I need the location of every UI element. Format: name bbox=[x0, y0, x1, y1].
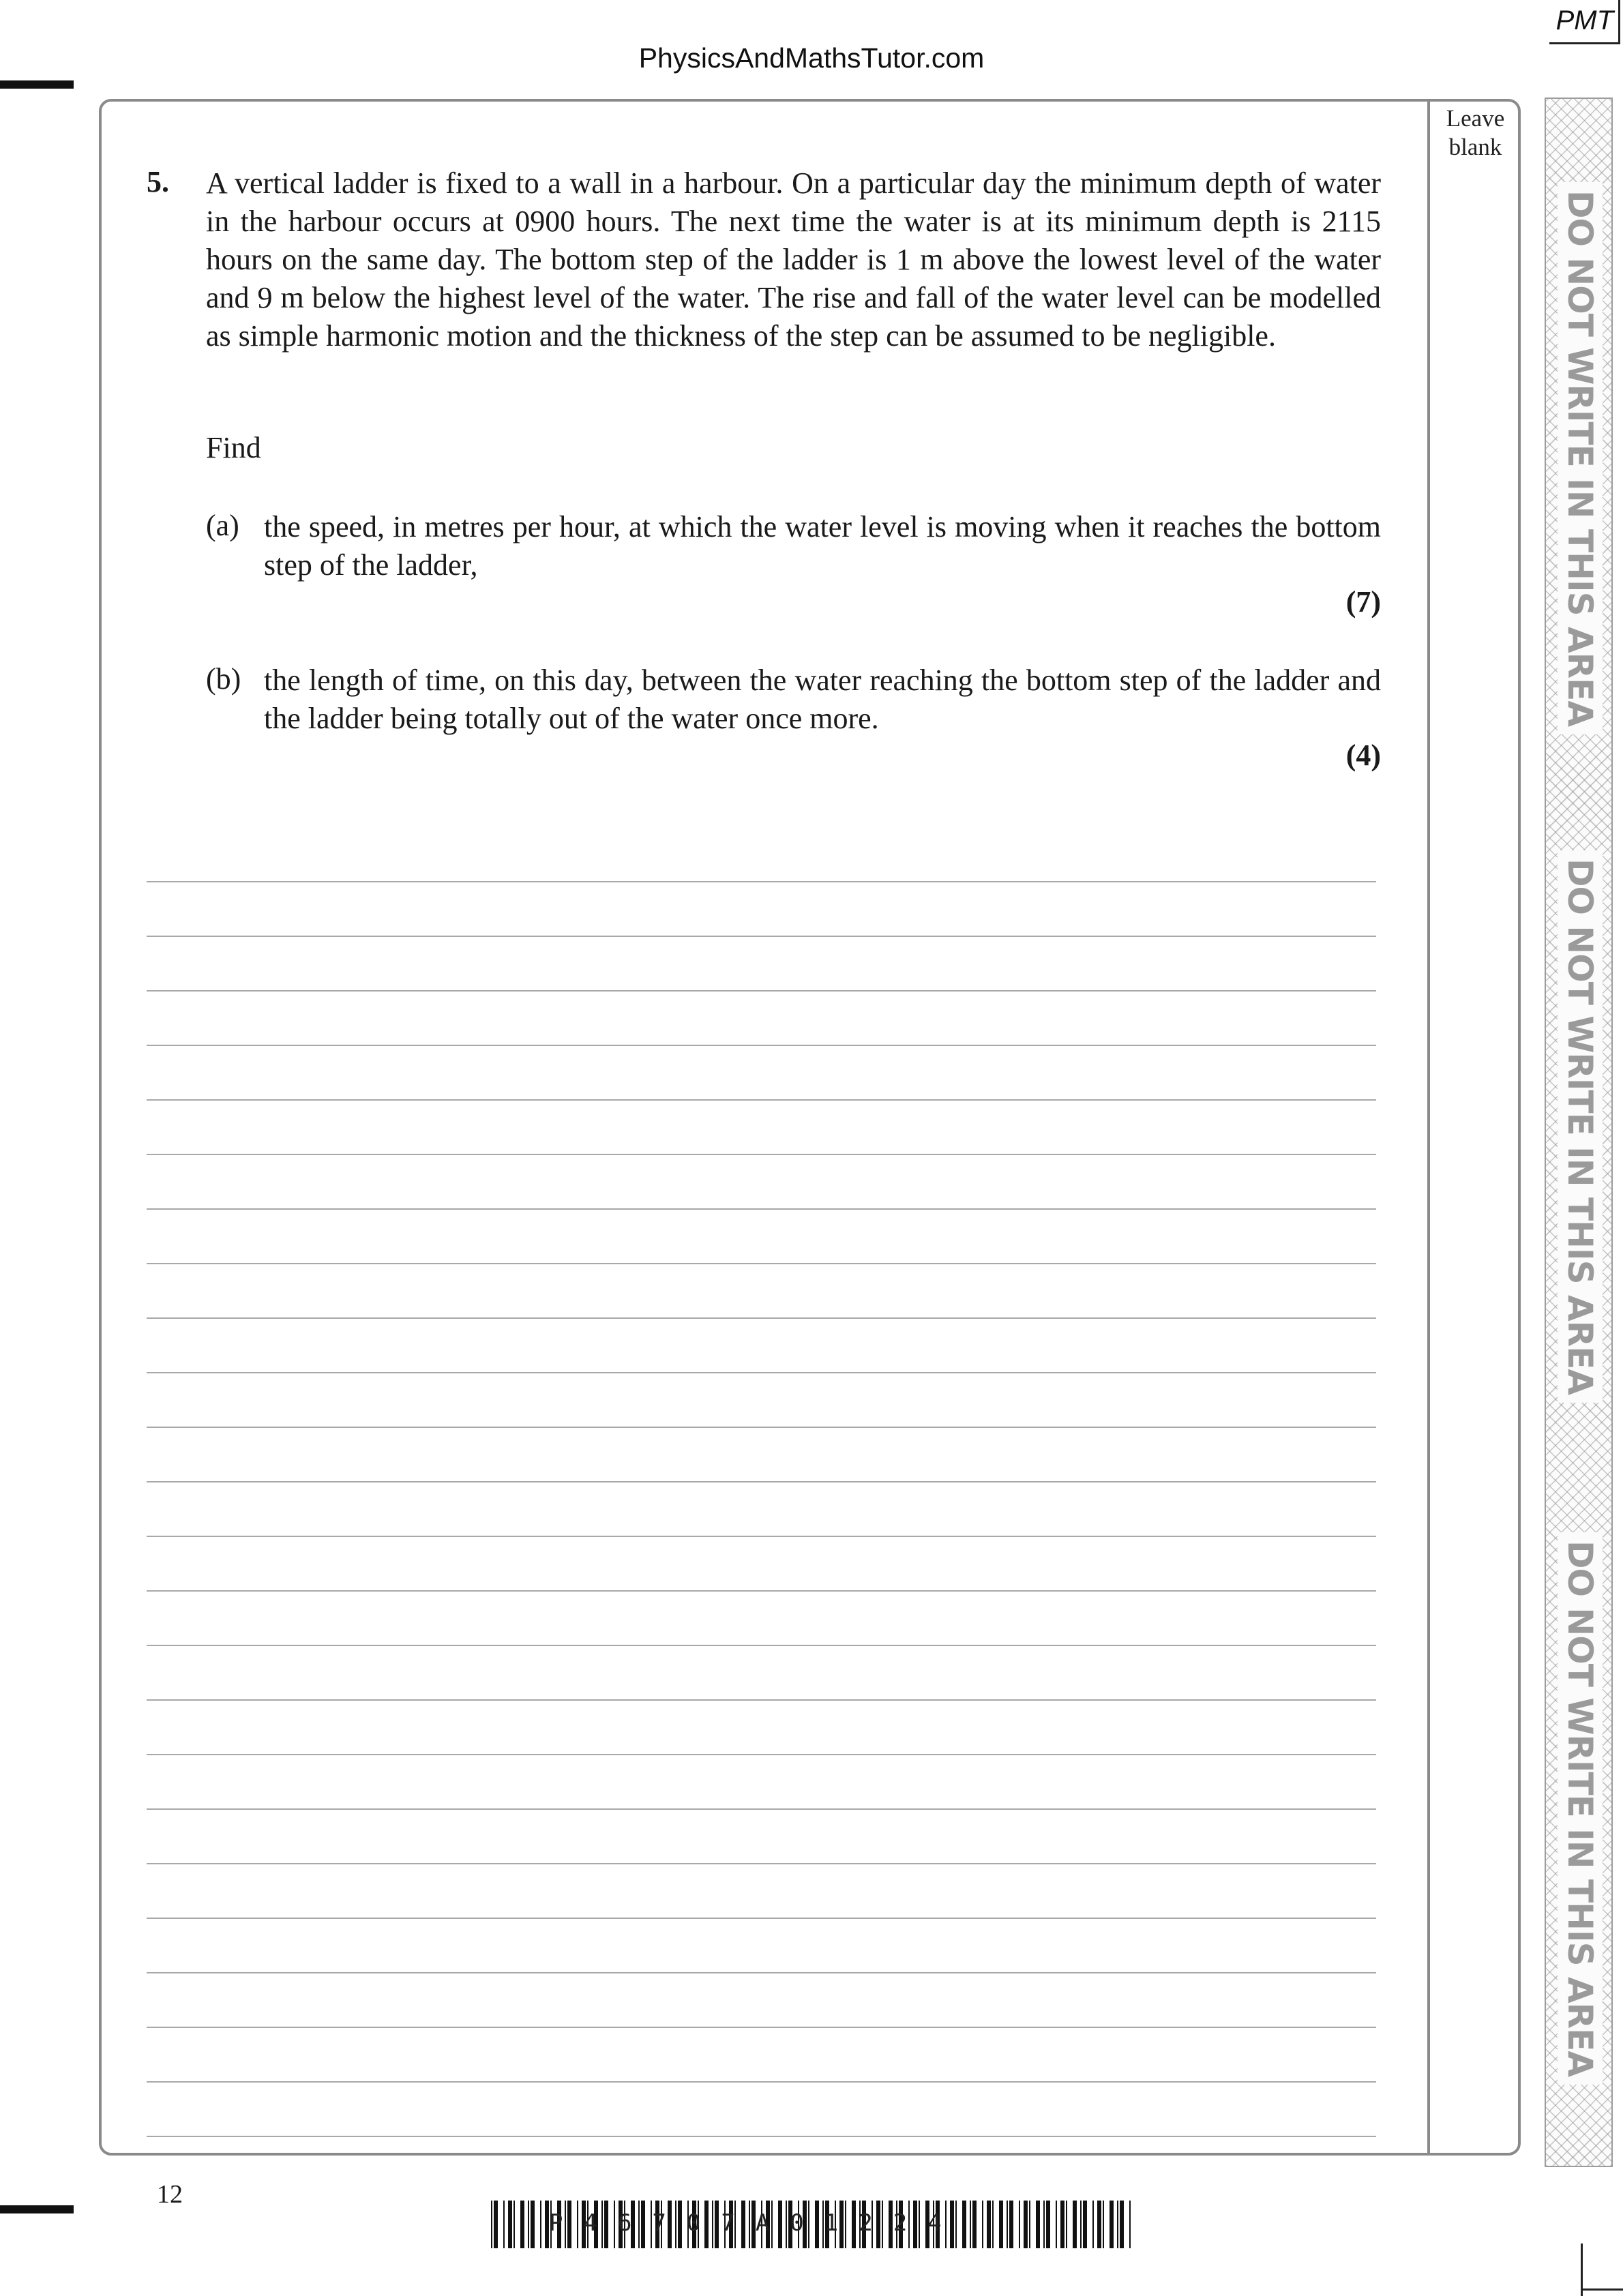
answer-line[interactable] bbox=[147, 1864, 1376, 1919]
pmt-corner-label: PMT bbox=[1555, 5, 1613, 35]
margin-divider bbox=[1427, 99, 1430, 2156]
find-label: Find bbox=[206, 431, 261, 464]
answer-line[interactable] bbox=[147, 1537, 1376, 1592]
answer-line[interactable] bbox=[147, 1319, 1376, 1373]
warning-text-1: DO NOT WRITE IN THIS AREA bbox=[1558, 182, 1603, 734]
part-b-label: (b) bbox=[206, 662, 241, 696]
answer-line[interactable] bbox=[147, 1755, 1376, 1810]
answer-line[interactable] bbox=[147, 2028, 1376, 2083]
answer-line[interactable] bbox=[147, 1592, 1376, 1646]
answer-line[interactable] bbox=[147, 1428, 1376, 1482]
part-b-text: the length of time, on this day, between the water reaching the bottom step of the ladder and the ladder being totally out of the water once more. bbox=[264, 664, 1381, 735]
part-a-text: the speed, in metres per hour, at which the water level is moving when it reaches the bottom step of the ladder, bbox=[264, 510, 1381, 582]
part-a-marks: (7) bbox=[1345, 585, 1381, 618]
answer-line[interactable] bbox=[147, 828, 1376, 882]
barcode-text: P46707A01224 bbox=[549, 2209, 962, 2237]
answer-line[interactable] bbox=[147, 2083, 1376, 2137]
page-number: 12 bbox=[157, 2180, 183, 2209]
answer-line[interactable] bbox=[147, 1482, 1376, 1537]
answer-line[interactable] bbox=[147, 1646, 1376, 1701]
answer-line[interactable] bbox=[147, 882, 1376, 937]
answer-line[interactable] bbox=[147, 1810, 1376, 1864]
answer-line[interactable] bbox=[147, 1701, 1376, 1755]
site-header: PhysicsAndMathsTutor.com bbox=[638, 42, 985, 74]
do-not-write-strip bbox=[1545, 98, 1613, 2167]
answer-line[interactable] bbox=[147, 1973, 1376, 2028]
edge-mark-bottom bbox=[0, 2205, 74, 2213]
crop-mark-horizontal bbox=[1581, 2288, 1623, 2291]
part-b-marks: (4) bbox=[1345, 739, 1381, 772]
answer-lines[interactable] bbox=[147, 828, 1376, 2137]
answer-line[interactable] bbox=[147, 1373, 1376, 1428]
answer-line[interactable] bbox=[147, 992, 1376, 1046]
warning-text-3: DO NOT WRITE IN THIS AREA bbox=[1558, 1532, 1603, 2085]
answer-line[interactable] bbox=[147, 1919, 1376, 1973]
answer-line[interactable] bbox=[147, 937, 1376, 992]
edge-mark-top bbox=[0, 80, 74, 89]
part-a-label: (a) bbox=[206, 509, 239, 542]
leave-blank-label: Leave blank bbox=[1446, 105, 1505, 160]
question-text: A vertical ladder is fixed to a wall in a harbour. On a particular day the minimum depth of water in the harbour occurs at 0900 hours. The next time the water is at its minimum depth is 2115 hours on the same day. The bottom step of the ladder is 1 m above the lowest level of the water and 9 m below the highest level of the water. The rise and fall of the water level can be modelled as simple harmonic motion and the thickness of the step can be assumed to be negligible. bbox=[206, 166, 1381, 353]
answer-line[interactable] bbox=[147, 1101, 1376, 1155]
question-number: 5. bbox=[147, 165, 169, 198]
warning-text-2: DO NOT WRITE IN THIS AREA bbox=[1558, 850, 1603, 1403]
answer-line[interactable] bbox=[147, 1155, 1376, 1210]
answer-line[interactable] bbox=[147, 1264, 1376, 1319]
answer-line[interactable] bbox=[147, 1210, 1376, 1264]
answer-line[interactable] bbox=[147, 1046, 1376, 1101]
corner-rule-vertical bbox=[1618, 0, 1620, 42]
